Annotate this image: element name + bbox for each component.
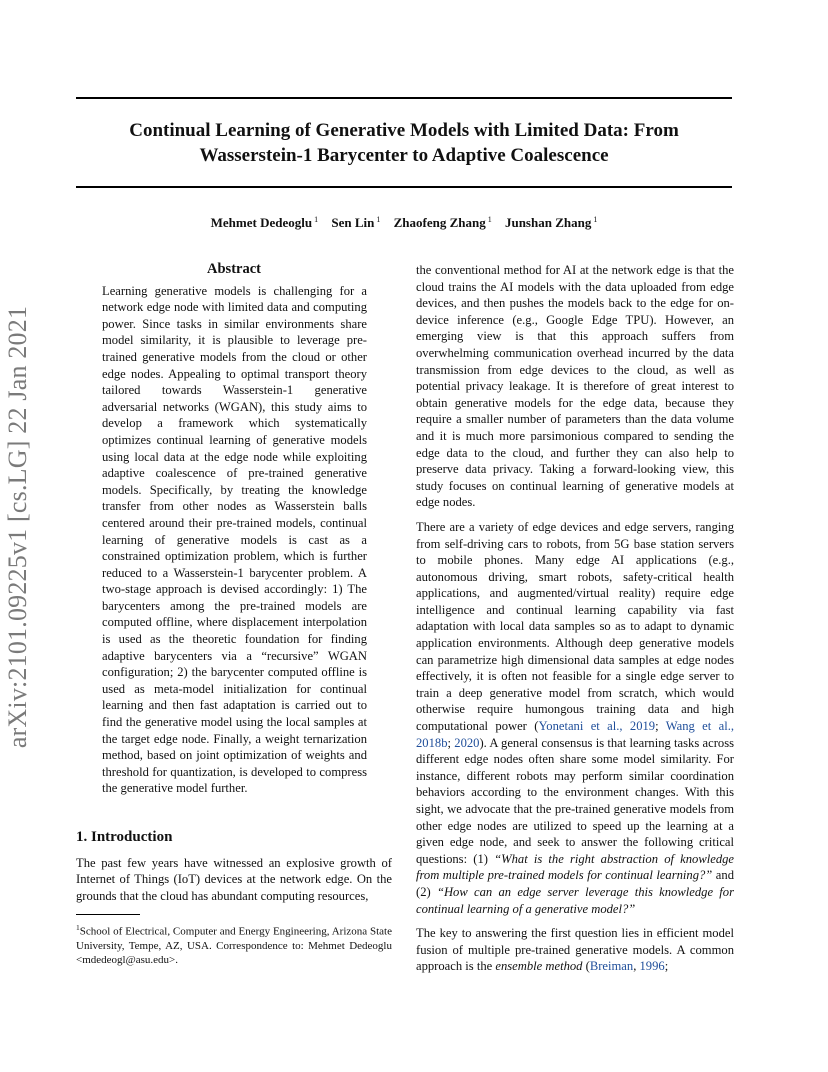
paper-title-line-1: Continual Learning of Generative Models with Limited Data: From — [129, 120, 679, 141]
title-rule-top — [76, 97, 732, 99]
body-paragraph — [416, 519, 734, 917]
introduction-paragraph: The past few years have witnessed an explosive growth of Internet of Things (IoT) devices at the network edge. On the grounds that the cloud has abundant computing resources, — [76, 855, 392, 903]
paper-title-line-2: Wasserstein-1 Barycenter to Adaptive Coalescence — [199, 145, 609, 166]
affiliation-footnote — [76, 921, 392, 967]
right-column — [416, 262, 734, 975]
affiliation-mark: 1 — [593, 215, 598, 224]
body-text: and (2) — [416, 868, 734, 899]
author — [505, 215, 597, 230]
body-text: ; — [655, 719, 666, 734]
research-question-1: “What is the right abstraction of knowledge from multiple pre-trained models for continual learning?” — [416, 851, 735, 883]
citation-link[interactable]: Wang et al., 2018b — [416, 719, 734, 750]
author-name: Sen Lin — [331, 215, 375, 231]
title-rule-bottom — [76, 186, 732, 188]
paper-title — [76, 118, 732, 168]
citation-link[interactable]: Yonetani et al., 2019 — [538, 719, 656, 734]
author-name: Mehmet Dedeoglu — [210, 215, 313, 231]
body-text: The key to answering the first question lies in efficient model fusion of multiple pre-trained generative models. A common approach is the — [416, 926, 734, 974]
abstract-body: Learning generative models is challenging for a network edge node with limited data and computing power. Since tasks in similar environments share model similarity, it is plausible to leverage pre-trained generative models from the cloud or other edge nodes. Appealing to optimal transport theory tailored towards Wasserstein-1 generative adversarial networks (WGAN), this study aims to develop a framework which systematically optimizes continual learning of generative models using local data at the edge node while exploiting adaptive coalescence of pre-trained generative models. Specifically, by treating the knowledge transfer from other nodes as Wasserstein balls centered around their pre-trained models, continual learning of generative models is cast as a constrained optimization problem, which is further reduced to a Wasserstein-1 barycenter problem. A two-stage approach is devised accordingly: 1) The barycenters among the pre-trained models are computed offline, where displacement interpolation is used as the theoretic foundation for finding adaptive barycenters via a “recursive” WGAN configuration; 2) the barycenter computed offline is used as meta-model initialization for continual learning and then fast adaptation is carried out to find the generative model using the local samples at the target edge node. Finally, a weight ternarization method, based on joint optimization of weights and threshold for quantization, is developed to compress the generative model further. — [102, 283, 367, 796]
footnote-rule — [76, 914, 140, 915]
footnote-mark: 1 — [76, 923, 80, 933]
body-text: , — [633, 959, 640, 974]
body-text: There are a variety of edge devices and edge servers, ranging from self-driving cars to robots, from 5G base station servers to mobile phones. Many edge AI applications (e.g., autonomous driving, smart robots, safety-critical health applications, and augmented/virtual reality) require edge intelligence and continual learning capability via fast adaptation with local data samples so as to adapt to dynamic application environments. Although deep generative models can parametrize high dimensional data samples at edge nodes effectively, it is often not feasible for a single edge server to train a deep generative model from scratch, which would otherwise require humongous training data and high computational power ( — [416, 519, 734, 734]
body-paragraph: the conventional method for AI at the network edge is that the cloud trains the AI models with the data uploaded from edge devices, and then pushes the models back to the edge for on-device inference (e.g., Google Edge TPU). However, an emerging view is that this approach suffers from overwhelming communication overhead incurred by the data transmission from edge devices to the cloud, as well as potential privacy leakage. It is therefore of great interest to obtain generative models for the edge data, because they require a smaller number of parameters than the data volume and it is much more parsimonious compared to sending the edge data to the cloud, and further they can also help to preserve data privacy. Taking a forward-looking view, this study focuses on continual learning of generative models at edge nodes. — [416, 263, 734, 510]
body-paragraph — [416, 925, 734, 975]
affiliation-mark: 1 — [487, 215, 492, 224]
author-name: Zhaofeng Zhang — [393, 215, 486, 231]
emphasized-term: ensemble method — [495, 959, 583, 974]
body-text: ( — [582, 959, 590, 974]
body-text: ). A general consensus is that learning tasks across different edge nodes often share some model similarity. For instance, different robots may perform similar coordination behaviors according to the environment changes. With this sight, we advocate that the pre-trained generative models from other edge nodes are utilized to speed up the learning at a given edge node, and seek to answer the following critical questions: (1) — [416, 735, 734, 866]
abstract-heading: Abstract — [207, 261, 261, 277]
arxiv-identifier: arXiv:2101.09225v1 [cs.LG] 22 Jan 2021 — [3, 305, 32, 749]
affiliation-mark: 1 — [376, 215, 381, 224]
affiliation-mark: 1 — [314, 215, 319, 224]
introduction-heading: 1. Introduction — [76, 829, 173, 845]
citation-link[interactable]: Breiman — [589, 959, 634, 974]
citation-link[interactable]: 1996 — [639, 959, 665, 974]
author — [331, 215, 380, 230]
left-column — [76, 261, 392, 967]
author-list — [76, 215, 732, 231]
author — [394, 215, 492, 230]
body-text: ; — [664, 959, 669, 974]
research-question-2: “How can an edge server leverage this knowledge for continual learning of a generative model?” — [416, 884, 734, 916]
citation-link[interactable]: 2020 — [454, 735, 480, 750]
author — [211, 215, 318, 230]
body-text: ; — [447, 735, 455, 750]
author-name: Junshan Zhang — [504, 215, 592, 231]
footnote-text: School of Electrical, Computer and Energy Engineering, Arizona State University, Tempe, AZ, USA. Correspondence to: Mehmet Dedeoglu <mdedeogl@asu.edu>. — [76, 926, 392, 967]
